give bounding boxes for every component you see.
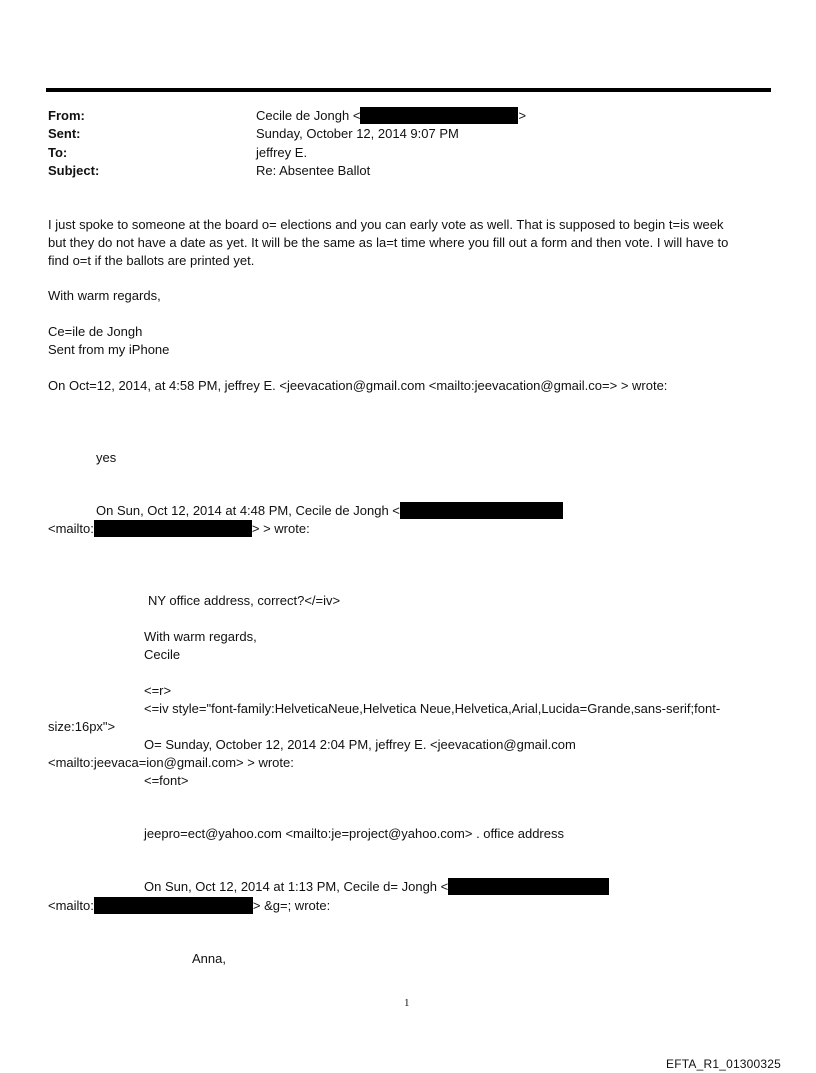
redaction-box (448, 878, 609, 895)
sent-value: Sunday, October 12, 2014 9:07 PM (256, 126, 459, 141)
sent-label: Sent: (48, 126, 81, 141)
body-para1-line2: but they do not have a date as yet. It will be the same as la=t time where you fill out a form and then vote. I will have to (48, 235, 729, 250)
subject-value: Re: Absentee Ballot (256, 163, 371, 178)
quote3-line1: O= Sunday, October 12, 2014 2:04 PM, jeffrey E. <jeevacation@gmail.com (144, 737, 576, 752)
quote4-text: On Sun, Oct 12, 2014 at 1:13 PM, Cecile d= Jongh < (144, 879, 449, 894)
quote2-wrote: > > wrote: (251, 521, 310, 536)
from-value (256, 107, 526, 125)
closing: With warm regards, (48, 288, 161, 303)
redaction-box (94, 520, 252, 537)
quote2-line2 (48, 520, 310, 538)
jeepro-line: jeepro=ect@yahoo.com <mailto:je=project@yahoo.com> . office address (144, 826, 564, 841)
quote2-mailto: <mailto: (48, 521, 94, 536)
to-value: jeffrey E. (256, 145, 308, 160)
redaction-box (400, 502, 563, 519)
page-number: 1 (404, 997, 410, 1009)
document-id: EFTA_R1_01300325 (666, 1057, 782, 1071)
quote2-line1 (96, 502, 563, 520)
body-para1-line1: I just spoke to someone at the board o= elections and you can early vote as well. That is supposed to begin t=is week (48, 217, 724, 232)
signature-device: Sent from my iPhone (48, 342, 170, 357)
from-close: > (518, 108, 527, 123)
body-para1-line3: find o=t if the ballots are printed yet. (48, 253, 255, 268)
salutation-anna: Anna, (192, 951, 226, 966)
quote1-header: On Oct=12, 2014, at 4:58 PM, jeffrey E. <jeevacation@gmail.com <mailto:jeevacation@gmail.co=> > wrote: (48, 378, 668, 393)
quote4-mailto: <mailto: (48, 898, 94, 913)
tag-r: <=r> (144, 683, 172, 698)
quote4-line1 (144, 878, 609, 896)
header-divider-rule (46, 88, 771, 92)
reply-yes: yes (96, 450, 117, 465)
subject-label: Subject: (48, 163, 100, 178)
closing2: With warm regards, (144, 629, 257, 644)
redaction-box (94, 897, 253, 914)
redaction-box (360, 107, 518, 124)
ny-office-line: NY office address, correct?</=iv> (148, 593, 341, 608)
quote4-line2 (48, 897, 330, 915)
style-line2: size:16px"> (48, 719, 116, 734)
from-label: From: (48, 108, 85, 123)
from-name: Cecile de Jongh < (256, 108, 361, 123)
quote3-line2: <mailto:jeevaca=ion@gmail.com> > wrote: (48, 755, 294, 770)
style-line1: <=iv style="font-family:HelveticaNeue,Helvetica Neue,Helvetica,Arial,Lucida=Grande,sans-serif;font- (144, 701, 721, 716)
quote2-text: On Sun, Oct 12, 2014 at 4:48 PM, Cecile de Jongh < (96, 503, 400, 518)
signature-name: Ce=ile de Jongh (48, 324, 143, 339)
signature2: Cecile (144, 647, 181, 662)
quote4-wrote: > &g=; wrote: (252, 898, 331, 913)
to-label: To: (48, 145, 68, 160)
tag-font: <=font> (144, 773, 189, 788)
